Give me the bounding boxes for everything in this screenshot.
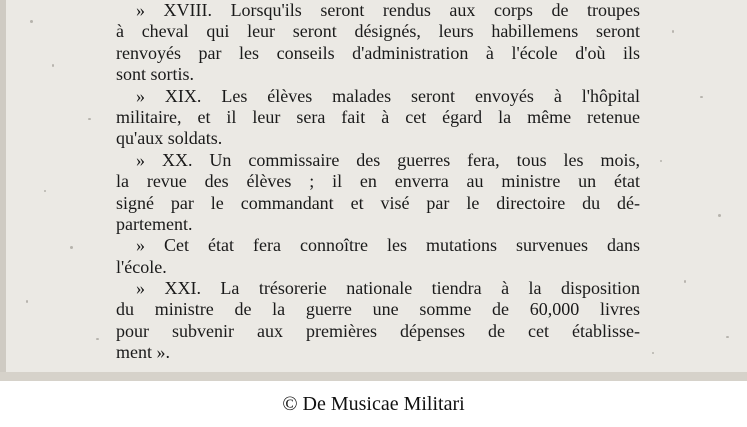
text-line: ment ».	[116, 342, 170, 363]
text-line: signé par le commandant et visé par le directoire du dé-	[116, 192, 640, 213]
text-line: renvoyés par les conseils d'administration à l'école d'où ils	[116, 42, 640, 63]
text-line: à cheval qui leur seront désignés, leurs habillemens seront	[116, 21, 640, 42]
paper-speck	[52, 64, 54, 67]
text-line: la revue des élèves ; il en enverra au ministre un état	[116, 171, 640, 192]
paper-speck	[718, 214, 721, 217]
paper-speck	[88, 118, 91, 120]
body-text	[116, 0, 640, 364]
text-line: l'école.	[116, 256, 167, 277]
paper-speck	[26, 300, 28, 303]
text-line: » Cet état fera connoître les mutations survenues dans	[136, 235, 640, 256]
paper-speck	[726, 336, 729, 338]
paper-speck	[96, 338, 99, 340]
paper-speck	[44, 190, 46, 192]
text-line: militaire, et il leur sera fait à cet égard la même retenue	[116, 106, 640, 127]
text-line: » XX. Un commissaire des guerres fera, tous les mois,	[136, 149, 640, 170]
text-line: pour subvenir aux premières dépenses de cet établisse-	[116, 320, 640, 341]
text-line: partement.	[116, 213, 193, 234]
paper-speck	[684, 280, 686, 283]
text-line: » XIX. Les élèves malades seront envoyés à l'hôpital	[136, 85, 640, 106]
copyright-caption: © De Musicae Militari	[282, 393, 465, 415]
text-line: » XVIII. Lorsqu'ils seront rendus aux corps de troupes	[136, 0, 640, 20]
text-line: sont sortis.	[116, 64, 195, 85]
paper-speck	[660, 160, 662, 162]
paper-speck	[30, 20, 33, 23]
text-line: du ministre de la guerre une somme de 60,000 livres	[116, 299, 640, 320]
page-edge-shadow	[0, 0, 6, 381]
paper-speck	[700, 96, 703, 98]
paper-speck	[652, 352, 654, 354]
page-bottom-edge	[0, 372, 747, 381]
text-line: qu'aux soldats.	[116, 128, 223, 149]
paper-speck	[672, 30, 674, 33]
paper-speck	[70, 246, 73, 249]
text-line: » XXI. La trésorerie nationale tiendra à la disposition	[136, 278, 640, 299]
